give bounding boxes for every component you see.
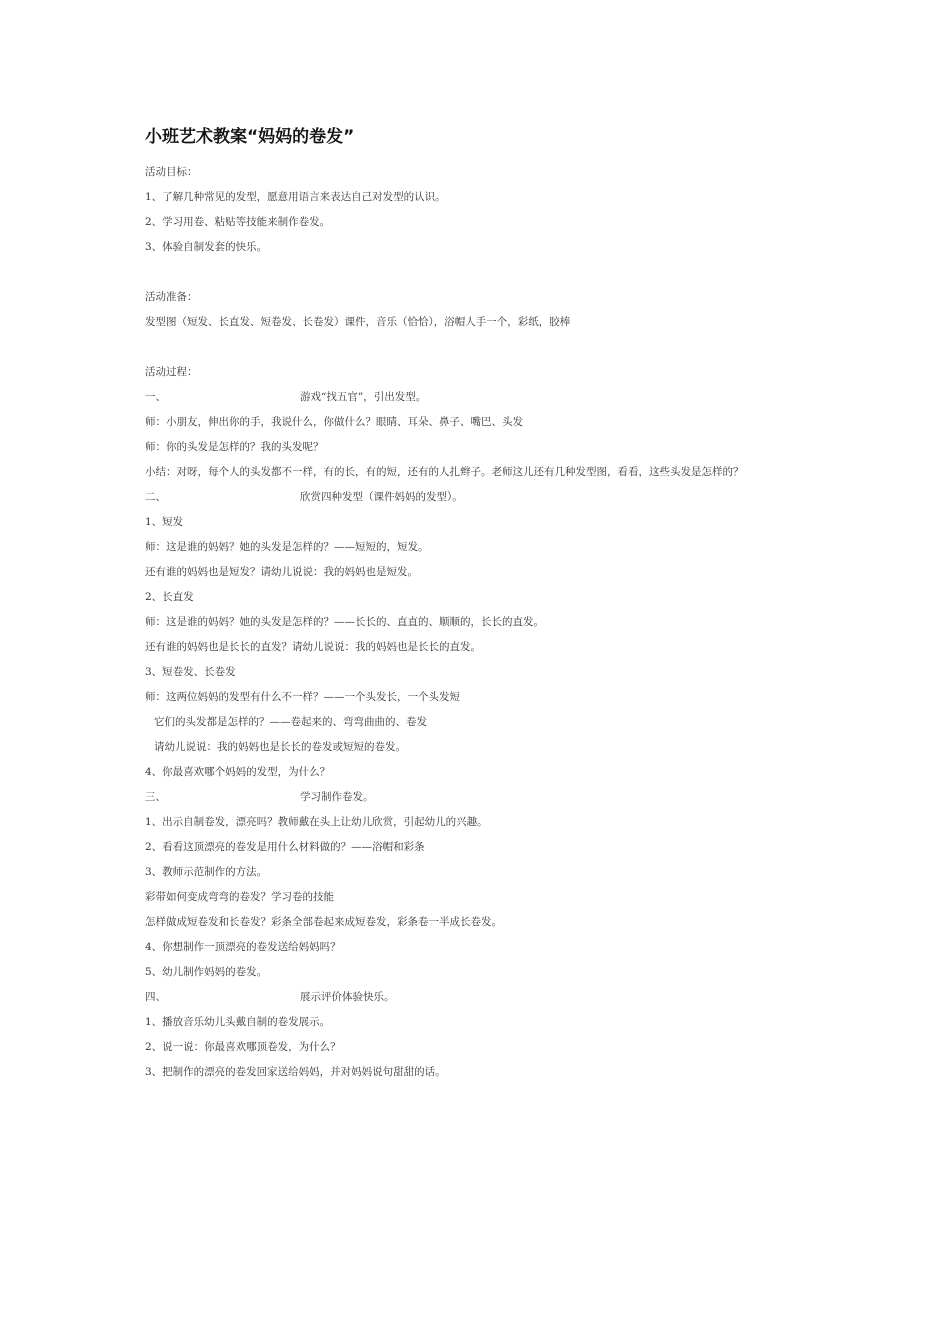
process-line: 2、说一说：你最喜欢哪顶卷发，为什么？ xyxy=(145,1041,341,1053)
process-line-indented: 它们的头发都是怎样的？——卷起来的、弯弯曲曲的、卷发 xyxy=(154,716,427,728)
section-heading xyxy=(145,789,825,805)
process-line: 师：你的头发是怎样的？我的头发呢？ xyxy=(145,441,324,453)
process-line: 1、短发 xyxy=(145,516,184,528)
process-line: 还有谁的妈妈也是长长的直发？请幼儿说说：我的妈妈也是长长的直发。 xyxy=(145,641,481,653)
process-line: 4、你最喜欢哪个妈妈的发型，为什么？ xyxy=(145,766,331,778)
process-heading: 活动过程： xyxy=(145,366,198,378)
prep-text: 发型图（短发、长直发、短卷发、长卷发）课件，音乐（恰恰），浴帽人手一个，彩纸，胶棒 xyxy=(145,316,571,328)
section-title: 展示评价体验快乐。 xyxy=(300,991,395,1003)
process-line: 师：这是谁的妈妈？她的头发是怎样的？——长长的、直直的、顺顺的，长长的直发。 xyxy=(145,616,544,628)
process-line: 小结：对呀，每个人的头发都不一样，有的长，有的短，还有的人扎辫子。老师这儿还有几种发型图，看看，这些头发是怎样的？ xyxy=(145,466,744,478)
process-line-indented: 请幼儿说说：我的妈妈也是长长的卷发或短短的卷发。 xyxy=(154,741,406,753)
section-heading xyxy=(145,989,825,1005)
process-line: 还有谁的妈妈也是短发？请幼儿说说：我的妈妈也是短发。 xyxy=(145,566,418,578)
process-line: 怎样做成短卷发和长卷发？彩条全部卷起来成短卷发，彩条卷一半成长卷发。 xyxy=(145,916,502,928)
section-number: 二、 xyxy=(145,491,166,503)
process-line: 3、教师示范制作的方法。 xyxy=(145,866,268,878)
process-line: 彩带如何变成弯弯的卷发？学习卷的技能 xyxy=(145,891,334,903)
process-line: 师：小朋友，伸出你的手，我说什么，你做什么？眼睛、耳朵、鼻子、嘴巴、头发 xyxy=(145,416,523,428)
spacer xyxy=(145,339,825,355)
process-line: 4、你想制作一顶漂亮的卷发送给妈妈吗？ xyxy=(145,941,341,953)
goal-item: 3、体验自制发套的快乐。 xyxy=(145,241,268,253)
section-heading xyxy=(145,389,825,405)
document-page xyxy=(145,124,825,1089)
section-number: 四、 xyxy=(145,991,166,1003)
process-line: 5、幼儿制作妈妈的卷发。 xyxy=(145,966,268,978)
goals-heading: 活动目标： xyxy=(145,166,198,178)
goal-item: 2、学习用卷、粘贴等技能来制作卷发。 xyxy=(145,216,331,228)
prep-heading: 活动准备： xyxy=(145,291,198,303)
section-title: 学习制作卷发。 xyxy=(300,791,374,803)
section-heading xyxy=(145,489,825,505)
section-number: 一、 xyxy=(145,391,166,403)
section-title: 游戏“找五官”，引出发型。 xyxy=(300,391,427,403)
process-line: 2、长直发 xyxy=(145,591,194,603)
process-line: 3、把制作的漂亮的卷发回家送给妈妈，并对妈妈说句甜甜的话。 xyxy=(145,1066,446,1078)
process-line: 1、播放音乐幼儿头戴自制的卷发展示。 xyxy=(145,1016,331,1028)
document-title: 小班艺术教案“妈妈的卷发” xyxy=(145,127,355,147)
spacer xyxy=(145,264,825,280)
process-line: 3、短卷发、长卷发 xyxy=(145,666,236,678)
process-line: 2、看看这顶漂亮的卷发是用什么材料做的？——浴帽和彩条 xyxy=(145,841,425,853)
process-line: 1、出示自制卷发，漂亮吗？教师戴在头上让幼儿欣赏，引起幼儿的兴趣。 xyxy=(145,816,488,828)
section-number: 三、 xyxy=(145,791,166,803)
process-line: 师：这是谁的妈妈？她的头发是怎样的？——短短的，短发。 xyxy=(145,541,429,553)
goal-item: 1、了解几种常见的发型，愿意用语言来表达自己对发型的认识。 xyxy=(145,191,446,203)
section-title: 欣赏四种发型（课件妈妈的发型）。 xyxy=(300,491,463,503)
process-line: 师：这两位妈妈的发型有什么不一样？——一个头发长，一个头发短 xyxy=(145,691,460,703)
